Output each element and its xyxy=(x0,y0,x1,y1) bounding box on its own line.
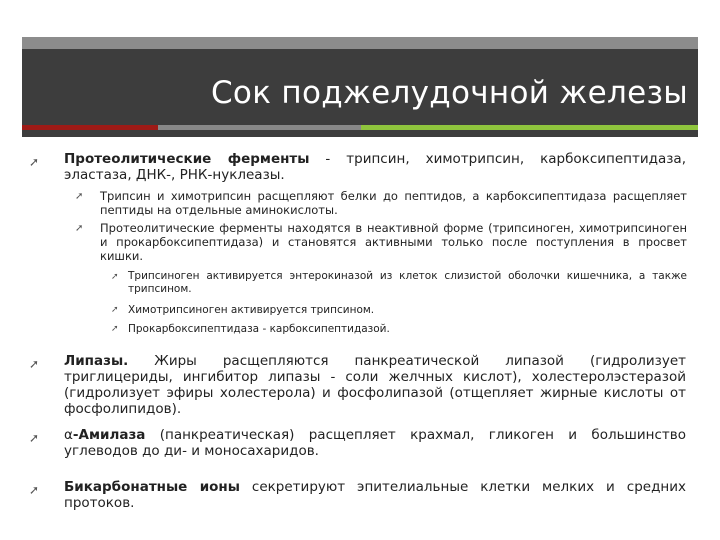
bullet-arrow-icon: ➚ xyxy=(111,305,119,315)
alpha-prefix: α xyxy=(64,427,73,443)
bullet-arrow-icon: ➚ xyxy=(111,272,119,282)
slide-title: Сок поджелудочной железы xyxy=(210,75,688,111)
bullet-arrow-icon: ➚ xyxy=(29,431,40,445)
list-item-trypsinogen: Трипсиноген активируется энтерокиназой из клеток слизистой оболочки кишечника, а также трипсином. xyxy=(128,270,687,295)
desc-proteolytic: - трипсин, химотрипсин, карбоксипептидаза, эластаза, ДНК-, РНК-нуклеазы. xyxy=(64,151,686,183)
desc-bicarbonate: секретируют эпителиальные клетки мелких и средних протоков. xyxy=(64,479,686,511)
term-proteolytic: Протеолитические ферменты xyxy=(64,151,310,167)
bullet-arrow-icon: ➚ xyxy=(29,155,40,169)
list-item-amylase xyxy=(64,427,686,459)
bullet-arrow-icon: ➚ xyxy=(29,357,40,371)
list-item-chymotrypsinogen: Химотрипсиноген активируется трипсином. xyxy=(128,304,375,316)
desc-lipases: Жиры расщепляются панкреатической липазой (гидролизует триглицериды, ингибитор липазы - соли желчных кислот), холестеролэстеразой (гидролизует эфиры холестерола) и фосфолипазой (отщепляет жирные кислоты от фосфолипидов). xyxy=(64,353,686,417)
list-item-proteolytic-sub1: Трипсин и химотрипсин расщепляют белки до пептидов, а карбоксипептидаза расщепляет пептиды на отдельные аминокислоты. xyxy=(100,189,687,217)
term-bicarbonate: Бикарбонатные ионы xyxy=(64,479,240,495)
list-item-proteolytic xyxy=(64,151,686,183)
list-item-bicarbonate xyxy=(64,479,686,511)
bullet-arrow-icon: ➚ xyxy=(75,223,84,234)
desc-amylase: (панкреатическая) расщепляет крахмал, гликоген и большинство углеводов до ди- и моносахаридов. xyxy=(64,427,686,459)
term-amylase: -Амилаза xyxy=(72,427,146,443)
term-lipases: Липазы. xyxy=(64,353,129,369)
bullet-arrow-icon: ➚ xyxy=(75,191,84,202)
list-item-procarboxypeptidase: Прокарбоксипептидаза - карбоксипептидазой. xyxy=(128,323,390,335)
list-item-lipases xyxy=(64,353,686,417)
list-item-proteolytic-sub2: Протеолитические ферменты находятся в неактивной форме (трипсиноген, химотрипсиноген и прокарбоксипептидаза) и становятся активными только после поступления в просвет кишки. xyxy=(100,221,687,263)
bullet-arrow-icon: ➚ xyxy=(111,324,119,334)
bullet-arrow-icon: ➚ xyxy=(29,483,40,497)
